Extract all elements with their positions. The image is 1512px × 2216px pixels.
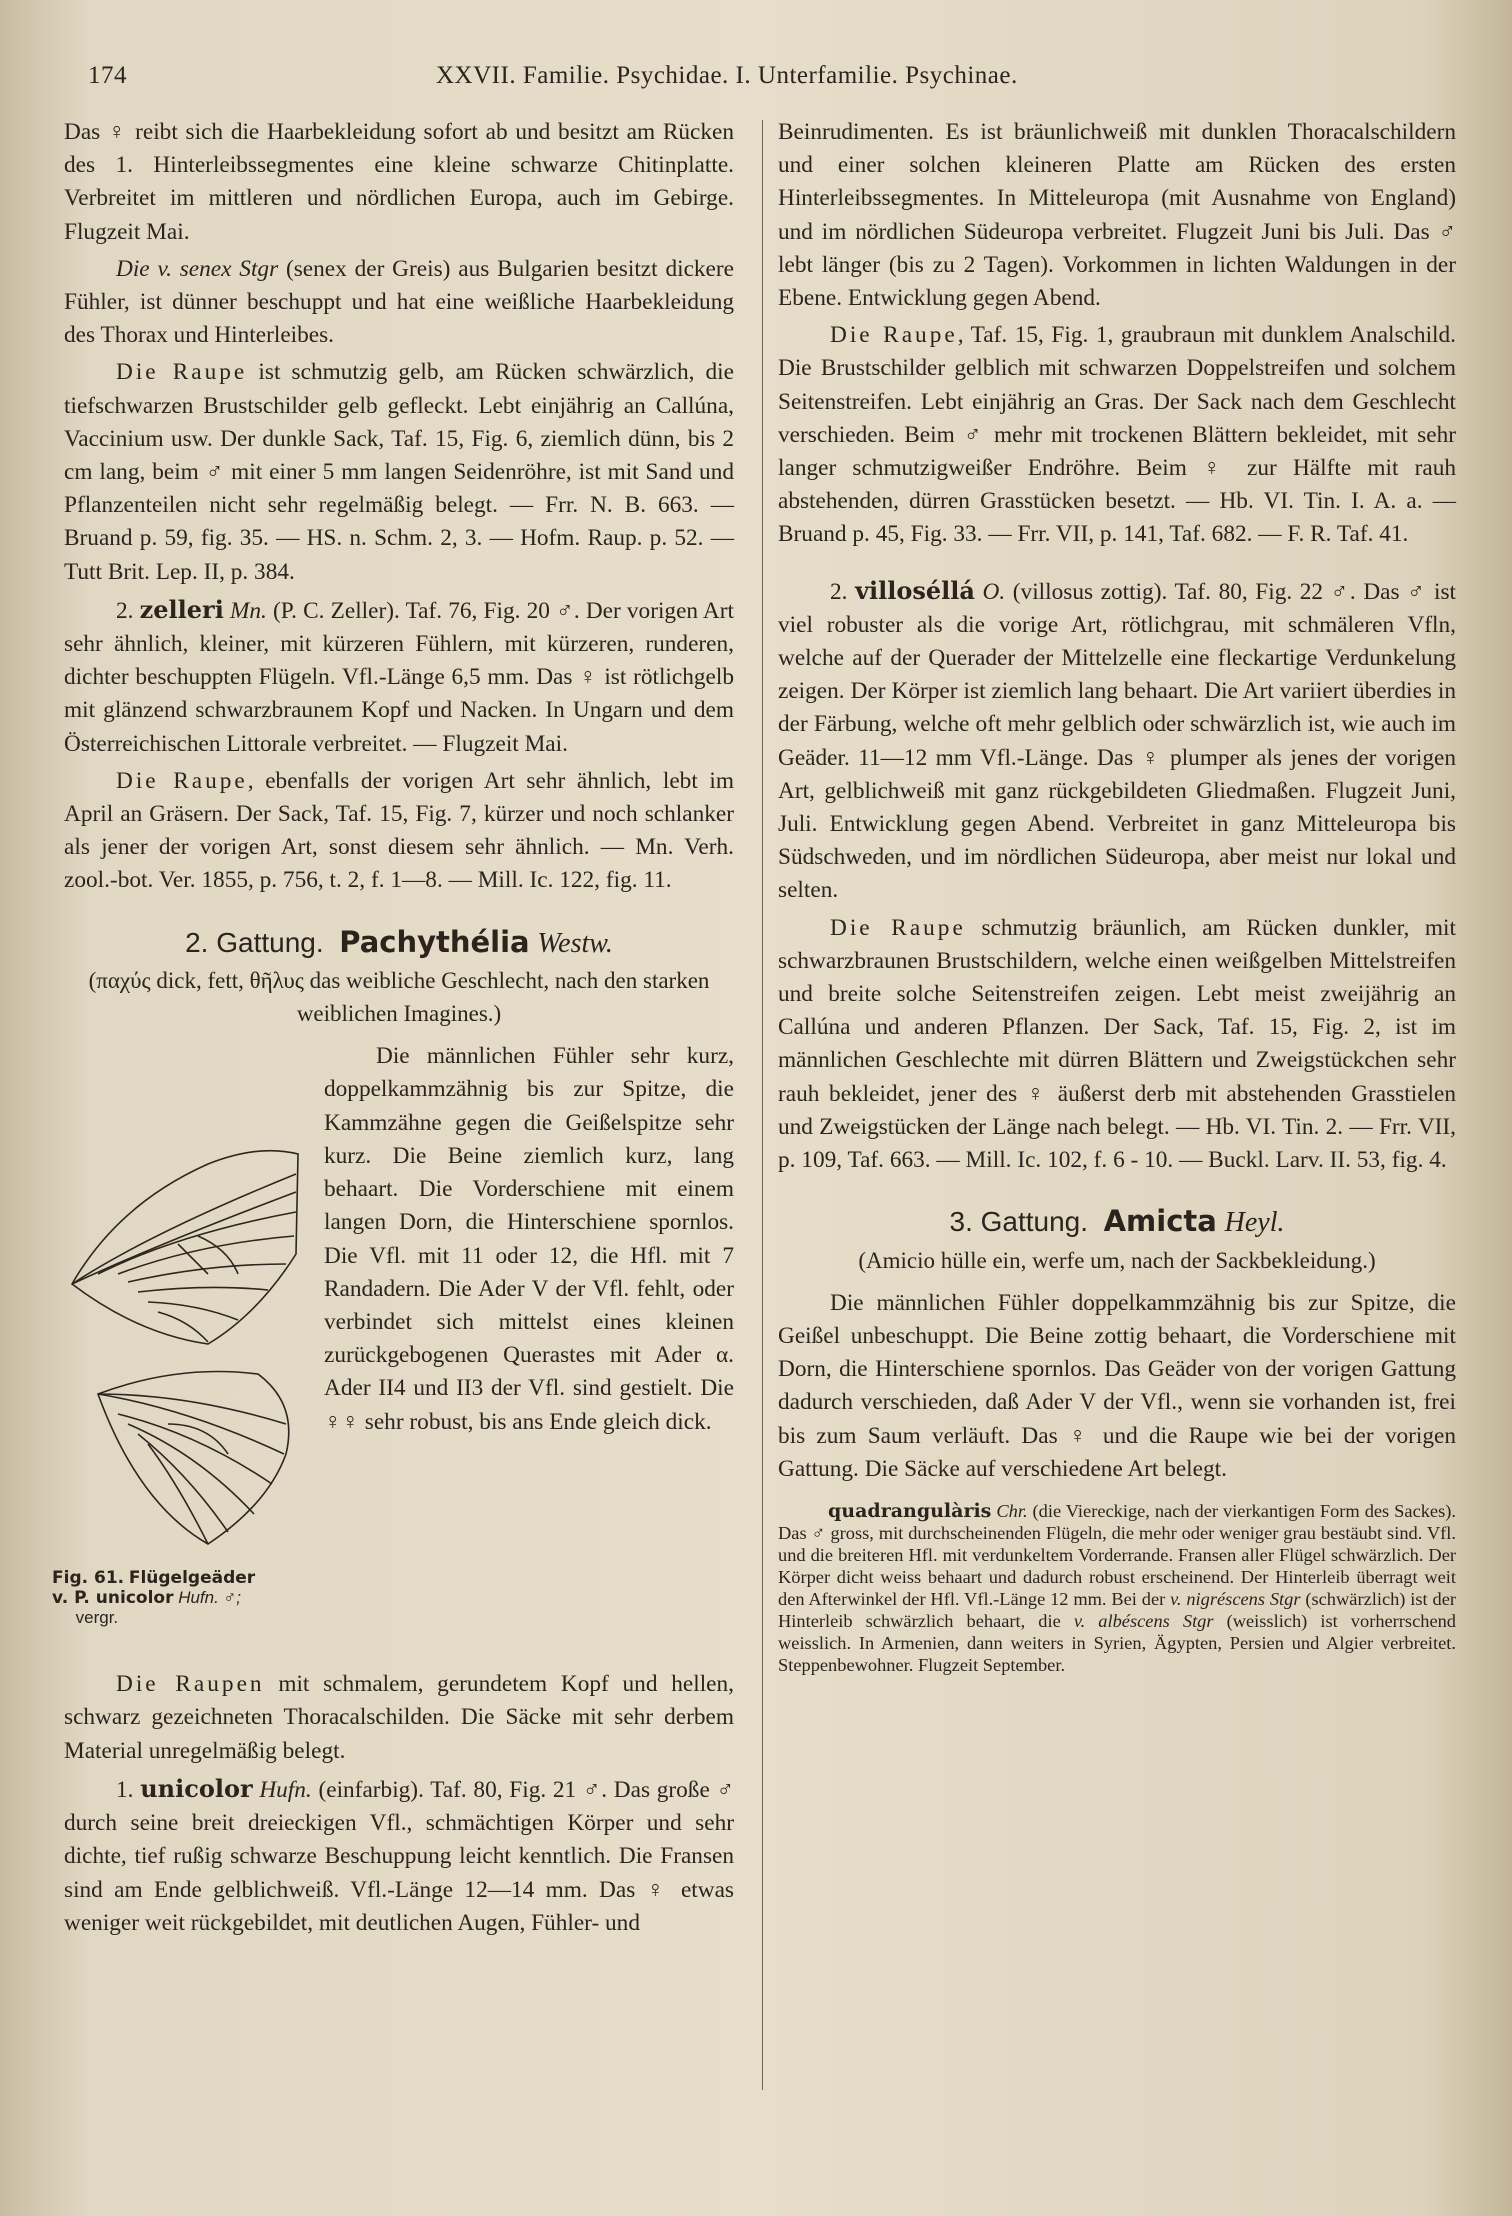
wing-venation-icon	[58, 1124, 308, 1564]
species-entry: 2. villoséllá O. (villosus zottig). Taf. 80, Fig. 22 ♂. Das ♂ ist viel robuster als die vorige Art, rötlichgrau, mit schmäleren Vfln, welche auf der Querader der Mittelzelle eine fleckartige Verdunkelung zeigen. Der Körper ist ziemlich lang behaart. Die Art variiert überdies in der Färbung, welche oft mehr gelblich oder schwärzlich ist, wie auch im Geäder. 11—12 mm Vfl.-Länge. Das ♀ plumper als jenes der vorigen Art, gelblichweiß mit ganz rückgebildeten Gliedmaßen. Flugzeit Juni, Juli. Entwicklung gegen Abend. Verbreitet in ganz Mitteleuropa bis Südschweden, und im nördlichen Südeuropa, aber meist nur lokal und selten.	[778, 575, 1456, 904]
species-entry: quadrangulàris Chr. (die Viereckige, nach der vierkantigen Form des Sackes). Das ♂ gross, mit durchscheinenden Flügeln, die mehr oder weniger grau bestäubt sind. Vfl. und die breiteren Hfl. mit verdunkeltem Vorderrande. Fransen aller Flügel schwärzlich. Der Körper dicht weiss behaart und dadurch robust erscheinend. Der Hinterleib überragt weit den Afterwinkel der Hfl. Vfl.-Länge 12 mm. Bei der v. nigréscens Stgr (schwärzlich) ist der Hinterleib schwärzlich behaart, die v. albéscens Stgr (weisslich) ist vorherrschend weisslich. In Armenien, dann weiters in Syrien, Ägypten, Persien und Algier verbreitet. Steppenbewohner. Flugzeit September.	[778, 1499, 1456, 1675]
paragraph: Die Raupe, ebenfalls der vorigen Art sehr ähnlich, lebt im April an Gräsern. Der Sack, Taf. 15, Fig. 7, kürzer und noch schlanker als jener der vorigen Art, sonst diesem sehr ähnlich. — Mn. Verh. zool.-bot. Ver. 1855, p. 756, t. 2, f. 1—8. — Mill. Ic. 122, fig. 11.	[64, 767, 735, 894]
wing-venation-figure	[52, 1124, 318, 1668]
small-print-species	[778, 1500, 1456, 1676]
paragraph: Die Raupe, Taf. 15, Fig. 1, graubraun mit dunklem Analschild. Die Brustschilder gelblich mit schwarzen Doppelstreifen und solchem Seitenstreifen. Lebt einjährig an Gras. Der Sack nach dem Geschlecht verschieden. Beim ♂ mehr mit trockenen Blättern bekleidet, mit sehr langer schmutzigweißer Endröhre. Beim ♀ zur Hälfte mit rauh abstehenden, dürren Grasstücken besetzt. — Hb. VI. Tin. I. A. a. — Bruand p. 45, Fig. 33. — Frr. VII, p. 141, Taf. 682. — F. R. Taf. 41.	[778, 322, 1456, 548]
paragraph: Die Raupen mit schmalem, gerundetem Kopf und hellen, schwarz gezeichneten Thoracalschilden. Die Säcke mit sehr derbem Material unregelmäßig belegt.	[64, 1671, 734, 1764]
figure-caption: Fig. 61. Flügelgeäder v. P. unicolor Hufn. ♂; vergr.	[52, 1568, 256, 1628]
page-header	[88, 62, 1448, 102]
paragraph: Die Raupe schmutzig bräunlich, am Rücken dunkler, mit schwarzbraunen Brustschildern, welche einen weißgelben Mittelstreifen und breite solche Seitenstreifen zeigen. Lebt meist zweijährig an Callúna und anderen Pflanzen. Der Sack, Taf. 15, Fig. 2, ist im männlichen Geschlechte mit dürren Blättern und Zweigstückchen sehr rauh bekleidet, jener des ♀ äußerst derb mit abstehenden Grasstielen und Zweigstücken der Länge nach belegt. — Hb. VI. Tin. 2. — Frr. VII, p. 109, Taf. 663. — Mill. Ic. 102, f. 6 - 10. — Buckl. Larv. II. 53, fig. 4.	[778, 914, 1456, 1174]
running-title: XXVII. Familie. Psychidae. I. Unterfamilie. Psychinae.	[436, 62, 1018, 89]
genus-description: Die männlichen Fühler doppelkammzähnig bis zur Spitze, die Geißel unbeschuppt. Die Beine zottig behaart, die Vorderschiene mit Dorn, die Hinterschiene spornlos. Das Geäder von der vorigen Gattung dadurch verschieden, daß Ader V der Vfl., wenn sie vorhanden ist, frei bis zum Saum verläuft. Das ♀ und die Raupe wie bei der vorigen Gattung. Die Säcke auf verschiedene Art belegt.	[778, 1289, 1456, 1482]
etymology: (παχύς dick, fett, θῆλυς das weibliche Geschlecht, nach den starken weiblichen Imagines.)	[88, 967, 710, 1027]
species-entry: 2. zelleri Mn. (P. C. Zeller). Taf. 76, Fig. 20 ♂. Der vorigen Art sehr ähnlich, kleiner, mit kürzeren Fühlern, mit kürzeren, runderen, dichter beschuppten Flügeln. Vfl.-Länge 6,5 mm. Das ♀ ist rötlichgelb mit glänzend schwarzbraunem Kopf und Nacken. In Ungarn und dem Österreichischen Littorale verbreitet. — Flugzeit Mai.	[64, 594, 734, 757]
paragraph: Die v. senex Stgr (senex der Greis) aus Bulgarien besitzt dickere Fühler, ist dünner beschuppt und hat eine weißliche Haarbekleidung des Thorax und Hinterleibes.	[64, 255, 734, 349]
left-column	[52, 116, 735, 1944]
page-number: 174	[88, 62, 127, 89]
genus-description: Die männlichen Fühler sehr kurz, doppelkammzähnig bis zur Spitze, die Kammzähne gegen die Geißelspitze sehr kurz. Die Beine ziemlich kurz, lang behaart. Die Vorderschiene mit einem langen Dorn, die Hinterschiene spornlos. Die Vfl. mit 11 oder 12, die Hfl. mit 7 Randadern. Die Ader V der Vfl. fehlt, oder verbindet sich mittelst eines kleinen zurückgebogenen Querastes mit Ader α. Ader II4 und II3 der Vfl. sind gestielt. Die ♀♀ sehr robust, bis ans Ende gleich dick.	[324, 1043, 734, 1435]
paragraph: Die Raupe ist schmutzig gelb, am Rücken schwärzlich, die tiefschwarzen Brustschilder gelb gefleckt. Lebt einjährig an Callúna, Vaccinium usw. Der dunkle Sack, Taf. 15, Fig. 6, ziemlich dünn, bis 2 cm lang, beim ♂ mit einer 5 mm langen Seidenröhre, ist mit Sand und Pflanzenteilen nicht sehr regelmäßig belegt. — Frr. N. B. 663. — Bruand p. 59, fig. 35. — HS. n. Schm. 2, 3. — Hofm. Raup. p. 52. — Tutt Brit. Lep. II, p. 384.	[64, 359, 734, 585]
genus-heading: 2. Gattung. Pachythélia Westw.	[185, 924, 613, 959]
etymology: (Amicio hülle ein, werfe um, nach der Sackbekleidung.)	[858, 1247, 1376, 1273]
species-name: villoséllá	[855, 575, 975, 605]
species-name: unicolor	[140, 1773, 253, 1803]
column-divider	[762, 120, 763, 2090]
species-name: quadrangulàris	[828, 1499, 992, 1522]
paragraph: Beinrudimenten. Es ist bräunlichweiß mit dunklen Thoracalschildern und einer solchen kleineren Platte am Rücken des ersten Hinterleibssegmentes. In Mitteleuropa (mit Ausnahme von England) und im nördlichen Südeuropa verbreitet. Flugzeit Juni bis Juli. Das ♂ lebt länger (bis zu 2 Tagen). Vorkommen in lichten Waldungen in der Ebene. Entwicklung gegen Abend.	[778, 119, 1456, 312]
genus-heading: 3. Gattung. Amicta Heyl.	[949, 1204, 1285, 1239]
species-entry: 1. unicolor Hufn. (einfarbig). Taf. 80, Fig. 21 ♂. Das große ♂ durch seine breit dreieckigen Vfl., schmächtigen Körper und sehr dichte, tief rußig schwarze Beschuppung leicht kenntlich. Die Fransen sind am Ende gelblichweiß. Vfl.-Länge 12—14 mm. Das ♀ etwas weniger weit rückgebildet, mit deutlichen Augen, Fühler- und	[64, 1773, 734, 1936]
species-name: zelleri	[139, 594, 224, 624]
right-column	[778, 116, 1456, 1680]
paragraph: Das ♀ reibt sich die Haarbekleidung sofort ab und besitzt am Rücken des 1. Hinterleibssegmentes eine kleine schwarze Chitinplatte. Verbreitet im mittleren und nördlichen Europa, auch im Gebirge. Flugzeit Mai.	[64, 119, 734, 245]
